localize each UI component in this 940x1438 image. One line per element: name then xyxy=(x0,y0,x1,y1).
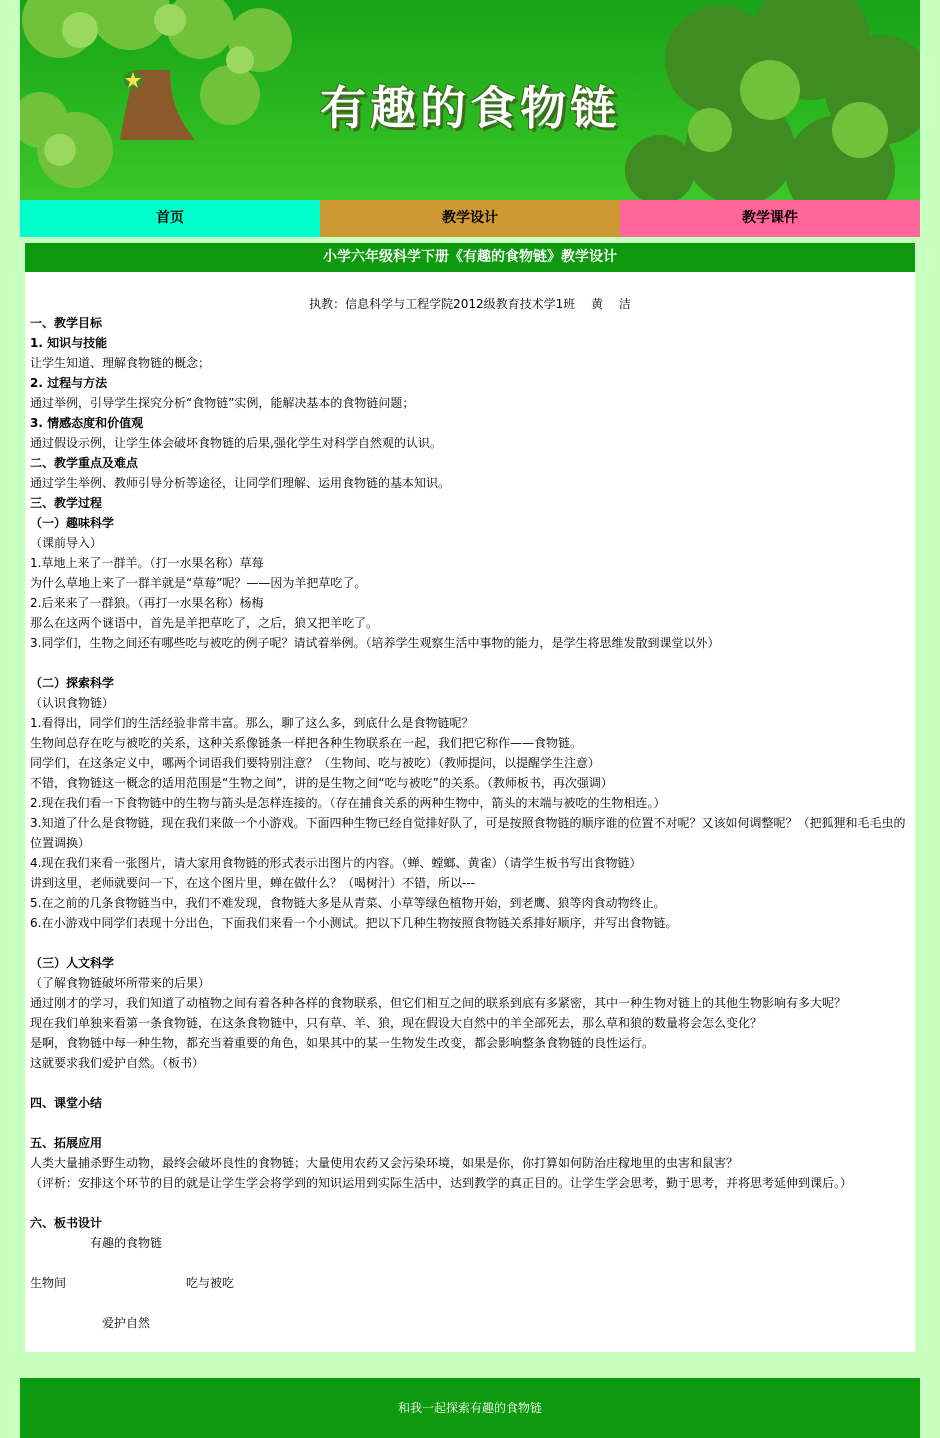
article-body xyxy=(30,313,910,1333)
article-line xyxy=(30,1293,910,1313)
main-nav xyxy=(20,200,920,237)
article-line: 通过学生举例、教师引导分析等途径，让同学们理解、运用食物链的基本知识。 xyxy=(30,476,451,490)
article-line: 6.在小游戏中同学们表现十分出色，下面我们来看一个小测试。把以下几种生物按照食物链关系排好顺序，并写出食物链。 xyxy=(30,916,678,930)
article-line: 让学生知道、理解食物链的概念； xyxy=(30,356,211,370)
article-title: 小学六年级科学下册《有趣的食物链》教学设计 xyxy=(25,243,915,272)
article-line: 2.后来来了一群狼。（再打一水果名称）杨梅 xyxy=(30,596,264,610)
article-line: 那么在这两个谜语中，首先是羊把草吃了，之后，狼又把羊吃了。 xyxy=(30,616,379,630)
article-line: （课前导入） xyxy=(30,536,103,550)
article-line: 通过假设示例，让学生体会破坏食物链的后果,强化学生对科学自然观的认识。 xyxy=(30,436,442,450)
nav-home[interactable]: 首页 xyxy=(20,200,320,237)
article-line xyxy=(30,1253,910,1273)
article-line: （评析：安排这个环节的目的就是让学生学会将学到的知识运用到实际生活中，达到教学的真正目的。让学生学会思考，勤于思考，并将思考延伸到课后。） xyxy=(30,1176,853,1190)
article-line: 是啊，食物链中每一种生物，都充当着重要的角色，如果其中的某一生物发生改变，都会影响整条食物链的良性运行。 xyxy=(30,1036,655,1050)
article-line: 通过举例，引导学生探究分析“食物链”实例，能解决基本的食物链问题； xyxy=(30,396,415,410)
nav-teaching-design[interactable]: 教学设计 xyxy=(320,200,620,237)
section-heading: （一）趣味科学 xyxy=(30,516,115,530)
section-heading: （二）探索科学 xyxy=(30,676,115,690)
article-line xyxy=(30,1113,910,1133)
article-line: 为什么草地上来了一群羊就是“草莓”呢？——因为羊把草吃了。 xyxy=(30,576,367,590)
section-heading: 六、板书设计 xyxy=(30,1216,103,1230)
article-line: 1.草地上来了一群羊。（打一水果名称）草莓 xyxy=(30,556,264,570)
article-line: 4.现在我们来看一张图片，请大家用食物链的形式表示出图片的内容。（蝉、螳螂、黄雀）（请学生板书写出食物链） xyxy=(30,856,642,870)
section-heading: 3. 情感态度和价值观 xyxy=(30,416,144,430)
banner-title: 有趣的食物链 xyxy=(320,81,620,135)
article-line xyxy=(30,1073,910,1093)
section-heading: （三）人文科学 xyxy=(30,956,115,970)
section-heading: 五、拓展应用 xyxy=(30,1136,103,1150)
article-line: 生物间 吃与被吃 xyxy=(30,1276,235,1290)
article-line: 3.知道了什么是食物链，现在我们来做一个小游戏。下面四种生物已经自觉排好队了，可是按照食物链的顺序谁的位置不对呢？又该如何调整呢？（把狐狸和毛毛虫的位置调换） xyxy=(30,816,906,850)
section-heading: 一、教学目标 xyxy=(30,316,103,330)
section-heading: 二、教学重点及难点 xyxy=(30,456,139,470)
content-panel xyxy=(25,243,915,1352)
article-line: 1.看得出，同学们的生活经验非常丰富。那么，聊了这么多，到底什么是食物链呢？ xyxy=(30,716,474,730)
article-line: 5.在之前的几条食物链当中，我们不难发现，食物链大多是从青菜、小草等绿色植物开始，到老鹰、狼等肉食动物终止。 xyxy=(30,896,666,910)
article-line: 3.同学们，生物之间还有哪些吃与被吃的例子呢？请试着举例。（培养学生观察生活中事物的能力，是学生将思维发散到课堂以外） xyxy=(30,636,720,650)
author-line: 执教：信息科学与工程学院2012级教育技术学1班 黄 洁 xyxy=(309,297,631,311)
footer-text: 和我一起探索有趣的食物链 xyxy=(397,1401,542,1415)
article-line: 现在我们单独来看第一条食物链，在这条食物链中，只有草、羊、狼，现在假设大自然中的羊全部死去，那么草和狼的数量将会怎么变化？ xyxy=(30,1016,763,1030)
article-line: 这就要求我们爱护自然。（板书） xyxy=(30,1056,205,1070)
section-heading: 四、课堂小结 xyxy=(30,1096,103,1110)
article-line: 通过刚才的学习，我们知道了动植物之间有着各种各样的食物联系，但它们相互之间的联系到底有多紧密，其中一种生物对链上的其他生物影响有多大呢？ xyxy=(30,996,847,1010)
article-line: 生物间总存在吃与被吃的关系，这种关系像链条一样把各种生物联系在一起，我们把它称作——食物链。 xyxy=(30,736,583,750)
article-line xyxy=(30,933,910,953)
article-line: 2.现在我们看一下食物链中的生物与箭头是怎样连接的。（存在捕食关系的两种生物中，箭头的末端与被吃的生物相连。） xyxy=(30,796,666,810)
article-line xyxy=(30,653,910,673)
section-heading: 三、教学过程 xyxy=(30,496,103,510)
nav-courseware[interactable]: 教学课件 xyxy=(620,200,920,237)
article-line: 讲到这里，老师就要问一下，在这个图片里，蝉在做什么？（喝树汁）不错，所以--- xyxy=(30,876,475,890)
article-line: 有趣的食物链 xyxy=(30,1236,163,1250)
header-banner xyxy=(20,0,920,200)
article-line xyxy=(30,1193,910,1213)
article-line: 同学们，在这条定义中，哪两个词语我们要特别注意？（生物间、吃与被吃）（教师提问，以提醒学生注意） xyxy=(30,756,601,770)
section-heading: 1. 知识与技能 xyxy=(30,336,108,350)
article-line: 人类大量捕杀野生动物，最终会破坏良性的食物链；大量使用农药又会污染环境，如果是你，你打算如何防治庄稼地里的虫害和鼠害？ xyxy=(30,1156,739,1170)
article-line: （认识食物链） xyxy=(30,696,115,710)
article-line: 不错，食物链这一概念的适用范围是“生物之间”，讲的是生物之间“吃与被吃”的关系。（教师板书，再次强调） xyxy=(30,776,613,790)
article-line: （了解食物链破坏所带来的后果） xyxy=(30,976,211,990)
section-heading: 2. 过程与方法 xyxy=(30,376,108,390)
footer xyxy=(20,1378,920,1438)
article-line: 爱护自然 xyxy=(30,1316,151,1330)
